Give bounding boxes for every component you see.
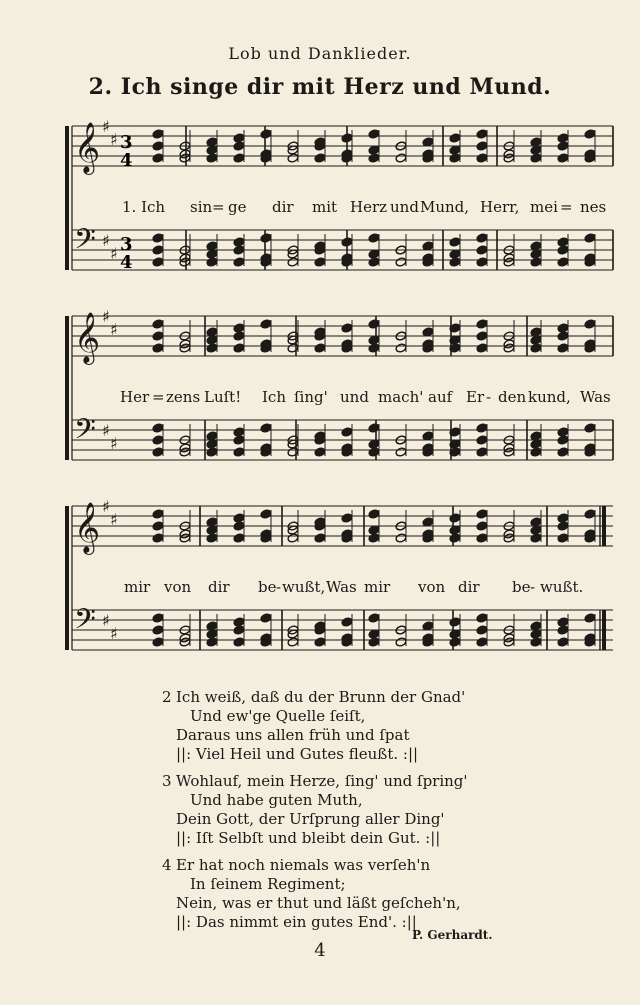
notehead — [152, 613, 164, 623]
lyric-syllable: dir — [458, 578, 480, 596]
notehead — [152, 509, 164, 519]
sharp-sign: ♯ — [102, 421, 110, 440]
lyric-syllable: - — [486, 388, 492, 406]
notehead — [476, 533, 488, 543]
notehead — [206, 447, 218, 457]
bass-clef: 𝄢 — [74, 413, 96, 453]
lyric-syllable: - — [530, 578, 536, 596]
sharp-sign: ♯ — [110, 320, 118, 339]
lyric-syllable: von — [418, 578, 446, 596]
lyric-syllable: kund, — [528, 388, 571, 406]
lyric-syllable: - — [276, 578, 282, 596]
notehead — [233, 323, 245, 333]
notehead — [476, 435, 488, 445]
sharp-sign: ♯ — [102, 497, 110, 516]
bass-clef: 𝄢 — [74, 603, 96, 643]
notehead — [449, 513, 461, 523]
notehead — [476, 625, 488, 635]
lyric-syllable: Mund, — [420, 198, 470, 216]
verse-line: Er hat noch niemals was verſeh'n — [176, 856, 431, 874]
notehead — [530, 447, 542, 457]
sharp-sign: ♯ — [102, 231, 110, 250]
treble-clef: 𝄞 — [74, 122, 101, 173]
lyric-syllable: den — [498, 388, 527, 406]
notehead — [233, 427, 245, 437]
lyric-syllable: zens — [166, 388, 201, 406]
lyrics-line-2 — [0, 388, 640, 412]
sharp-sign: ♯ — [110, 624, 118, 643]
notehead — [368, 613, 380, 623]
notehead — [557, 513, 569, 523]
bass-time-bottom: 4 — [120, 252, 133, 273]
notehead — [233, 331, 245, 341]
lyric-syllable: Er — [466, 388, 485, 406]
verse-line: In ſeinem Regiment; — [190, 875, 346, 893]
lyric-syllable: mit — [312, 198, 338, 216]
sharp-sign: ♯ — [102, 307, 110, 326]
notehead — [476, 613, 488, 623]
hymn-title: 2. Ich singe dir mit Herz und Mund. — [88, 74, 552, 100]
notehead — [557, 447, 569, 457]
notehead — [260, 509, 272, 519]
treble-clef: 𝄞 — [74, 312, 101, 363]
notehead — [314, 447, 326, 457]
lyric-syllable: mei — [530, 198, 558, 216]
notehead — [476, 521, 488, 531]
notehead — [557, 617, 569, 627]
notehead — [476, 343, 488, 353]
notehead — [152, 435, 164, 445]
notehead — [152, 637, 164, 647]
lyric-syllable: sin — [190, 198, 213, 216]
notehead — [152, 331, 164, 341]
notehead — [233, 343, 245, 353]
lyric-syllable: dir — [272, 198, 294, 216]
verse-number: 2 — [162, 688, 172, 706]
notehead — [557, 435, 569, 445]
lyrics-line-3 — [0, 578, 640, 602]
verse-line: ||: Das nimmt ein gutes End'. :|| — [176, 913, 417, 931]
notehead — [395, 343, 407, 353]
notehead — [476, 319, 488, 329]
notehead — [530, 533, 542, 543]
notehead — [152, 319, 164, 329]
verse-line: Wohlauf, mein Herze, ſing' und ſpring' — [176, 772, 468, 790]
notehead — [206, 343, 218, 353]
notehead — [152, 533, 164, 543]
lyric-syllable: und — [390, 198, 419, 216]
notehead — [341, 513, 353, 523]
notehead — [314, 343, 326, 353]
lyric-syllable: und — [340, 388, 369, 406]
lyric-syllable: be — [258, 578, 277, 596]
verse-2 — [162, 688, 466, 764]
notehead — [584, 613, 596, 623]
verse-line: Und ew'ge Quelle ſeiſt, — [190, 707, 366, 725]
notehead — [233, 533, 245, 543]
notehead — [530, 637, 542, 647]
notehead — [557, 343, 569, 353]
verse-3 — [162, 772, 468, 848]
verse-line: Und habe guten Muth, — [190, 791, 363, 809]
sharp-sign: ♯ — [110, 244, 118, 263]
verse-number: 4 — [162, 856, 172, 874]
page-number: 4 — [314, 940, 326, 961]
notehead — [206, 637, 218, 647]
notehead — [557, 331, 569, 341]
notehead — [152, 447, 164, 457]
notehead — [557, 637, 569, 647]
lyrics-line-1 — [0, 198, 640, 222]
notehead — [368, 423, 380, 433]
lyric-syllable: Herz — [350, 198, 388, 216]
notehead — [368, 533, 380, 543]
notehead — [260, 319, 272, 329]
verse-line: Daraus uns allen früh und ſpat — [176, 726, 410, 744]
notehead — [233, 625, 245, 635]
notehead — [314, 533, 326, 543]
notehead — [287, 637, 299, 647]
notehead — [152, 625, 164, 635]
verse-line: ||: Iſt Selbſt und bleibt dein Gut. :|| — [176, 829, 441, 847]
notehead — [368, 343, 380, 353]
lyric-syllable: von — [164, 578, 192, 596]
notehead — [368, 509, 380, 519]
bass-clef: 𝄢 — [74, 223, 96, 263]
lyric-syllable: Her — [120, 388, 150, 406]
verse-line: Ich weiß, daß du der Brunn der Gnad' — [176, 688, 466, 706]
notehead — [476, 509, 488, 519]
treble-clef: 𝄞 — [74, 502, 101, 553]
lyric-syllable: = — [152, 388, 165, 406]
notehead — [395, 447, 407, 457]
author-credit: P. Gerhardt. — [412, 928, 493, 942]
notehead — [152, 521, 164, 531]
notehead — [557, 533, 569, 543]
sharp-sign: ♯ — [110, 434, 118, 453]
notehead — [449, 533, 461, 543]
lyric-syllable: 1. Ich — [122, 198, 166, 216]
notehead — [395, 533, 407, 543]
time-signatures — [0, 0, 640, 300]
lyric-syllable: mir — [124, 578, 151, 596]
notehead — [557, 625, 569, 635]
notehead — [449, 637, 461, 647]
lyric-syllable: ſing' — [294, 388, 328, 406]
lyric-syllable: dir — [208, 578, 230, 596]
sharp-sign: ♯ — [110, 510, 118, 529]
notehead — [584, 509, 596, 519]
notehead — [476, 447, 488, 457]
sharp-sign: ♯ — [110, 130, 118, 149]
notehead — [287, 343, 299, 353]
notehead — [368, 637, 380, 647]
notehead — [341, 323, 353, 333]
notehead — [287, 533, 299, 543]
notehead — [557, 323, 569, 333]
notehead — [341, 617, 353, 627]
lyric-syllable: ge — [228, 198, 247, 216]
notehead — [314, 637, 326, 647]
notehead — [476, 423, 488, 433]
bass-time-top: 3 — [120, 234, 133, 255]
treble-time-bottom: 4 — [120, 150, 133, 171]
notehead — [233, 637, 245, 647]
notehead — [287, 447, 299, 457]
notehead — [233, 435, 245, 445]
notehead — [233, 617, 245, 627]
lyric-syllable: wußt. — [540, 578, 584, 596]
lyric-syllable: = — [212, 198, 225, 216]
sharp-sign: ♯ — [102, 611, 110, 630]
notehead — [233, 521, 245, 531]
verse-line: ||: Viel Heil und Gutes fleußt. :|| — [176, 745, 419, 763]
lyric-syllable: mir — [364, 578, 391, 596]
notehead — [530, 343, 542, 353]
notehead — [395, 637, 407, 647]
notehead — [260, 613, 272, 623]
lyric-syllable: auf — [428, 388, 453, 406]
notehead — [206, 533, 218, 543]
notehead — [152, 343, 164, 353]
notehead — [476, 331, 488, 341]
lyric-syllable: be — [512, 578, 531, 596]
notehead — [557, 521, 569, 531]
treble-time-top: 3 — [120, 132, 133, 153]
lyric-syllable: Herr, — [480, 198, 520, 216]
notehead — [233, 513, 245, 523]
notehead — [476, 637, 488, 647]
notehead — [449, 617, 461, 627]
notehead — [584, 319, 596, 329]
lyric-syllable: Was — [326, 578, 357, 596]
lyric-syllable: wußt, — [282, 578, 326, 596]
lyric-syllable: = — [560, 198, 573, 216]
notehead — [233, 447, 245, 457]
verse-number: 3 — [162, 772, 172, 790]
running-header: Lob und Danklieder. — [228, 44, 412, 63]
notehead — [368, 447, 380, 457]
notehead — [368, 319, 380, 329]
notehead — [152, 423, 164, 433]
lyric-syllable: Luſt! — [204, 388, 242, 406]
sharp-sign: ♯ — [102, 117, 110, 136]
lyric-syllable: nes — [580, 198, 607, 216]
verse-4 — [162, 856, 461, 932]
lyric-syllable: Was — [580, 388, 611, 406]
lyric-syllable: mach' — [378, 388, 424, 406]
verse-line: Dein Gott, der Urſprung aller Ding' — [176, 810, 445, 828]
verse-line: Nein, was er thut und läßt geſcheh'n, — [176, 894, 461, 912]
lyric-syllable: Ich — [262, 388, 286, 406]
notehead — [584, 423, 596, 433]
notehead — [557, 427, 569, 437]
notehead — [260, 423, 272, 433]
notehead — [341, 427, 353, 437]
